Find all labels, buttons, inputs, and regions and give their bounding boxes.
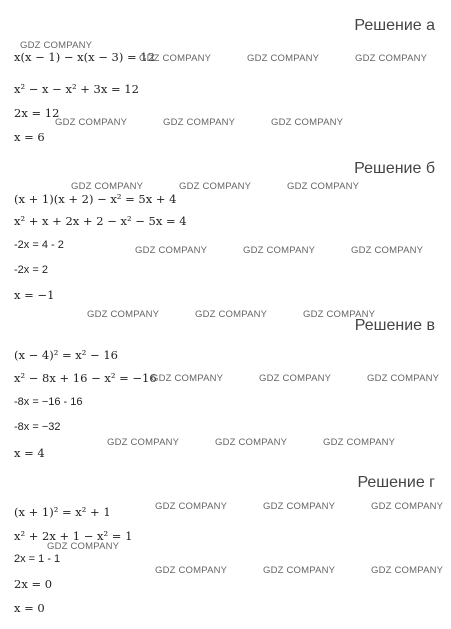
watermark: GDZ COMPANY [247,53,320,64]
watermark: GDZ COMPANY [107,437,180,448]
watermark: GDZ COMPANY [179,181,252,192]
watermark: GDZ COMPANY [263,501,336,512]
watermark: GDZ COMPANY [263,565,336,576]
watermark: GDZ COMPANY [20,40,93,51]
equation-line: -2x = 2 [14,264,48,276]
equation-line: 2x = 1 - 1 [14,553,61,565]
equation-line: -8x = −16 - 16 [14,396,83,408]
equation-line: x(x − 1) − x(x − 3) = 12 [14,50,155,64]
equation-line: x² + x + 2x + 2 − x² − 5x = 4 [14,214,187,228]
watermark: GDZ COMPANY [87,309,160,320]
heading-g: Решение г [357,474,435,491]
watermark: GDZ COMPANY [287,181,360,192]
equation-line: 2x = 12 [14,106,60,120]
heading-b: Решение б [354,160,435,177]
watermark: GDZ COMPANY [371,501,444,512]
watermark: GDZ COMPANY [355,53,428,64]
heading-a: Решение а [354,17,435,34]
equation-line: x = 4 [14,446,45,460]
heading-v: Решение в [354,317,435,334]
watermark: GDZ COMPANY [163,117,236,128]
watermark: GDZ COMPANY [367,373,440,384]
watermark: GDZ COMPANY [351,245,424,256]
watermark: GDZ COMPANY [55,117,128,128]
watermark: GDZ COMPANY [271,117,344,128]
equation-line: x = 6 [14,130,45,144]
watermark: GDZ COMPANY [243,245,316,256]
watermark: GDZ COMPANY [135,245,208,256]
equation-line: 2x = 0 [14,577,53,591]
watermark: GDZ COMPANY [371,565,444,576]
watermark: GDZ COMPANY [71,181,144,192]
equation-line: x = −1 [14,288,55,302]
watermark: GDZ COMPANY [151,373,224,384]
equation-line: -2x = 4 - 2 [14,239,64,251]
equation-line: x² − x − x² + 3x = 12 [14,82,139,96]
watermark: GDZ COMPANY [259,373,332,384]
watermark: GDZ COMPANY [215,437,288,448]
watermark: GDZ COMPANY [323,437,396,448]
watermark: GDZ COMPANY [303,309,376,320]
equation-line: x² + 2x + 1 − x² = 1 [14,529,133,543]
equation-line: x = 0 [14,601,45,615]
watermark: GDZ COMPANY [195,309,268,320]
equation-line: (x − 4)² = x² − 16 [14,348,118,362]
equation-line: (x + 1)² = x² + 1 [14,505,111,519]
watermark: GDZ COMPANY [139,53,212,64]
equation-line: (x + 1)(x + 2) − x² = 5x + 4 [14,192,177,206]
equation-line: -8x = −32 [14,421,61,433]
equation-line: x² − 8x + 16 − x² = −16 [14,371,157,385]
watermark: GDZ COMPANY [155,565,228,576]
watermark: GDZ COMPANY [47,541,120,552]
watermark: GDZ COMPANY [155,501,228,512]
